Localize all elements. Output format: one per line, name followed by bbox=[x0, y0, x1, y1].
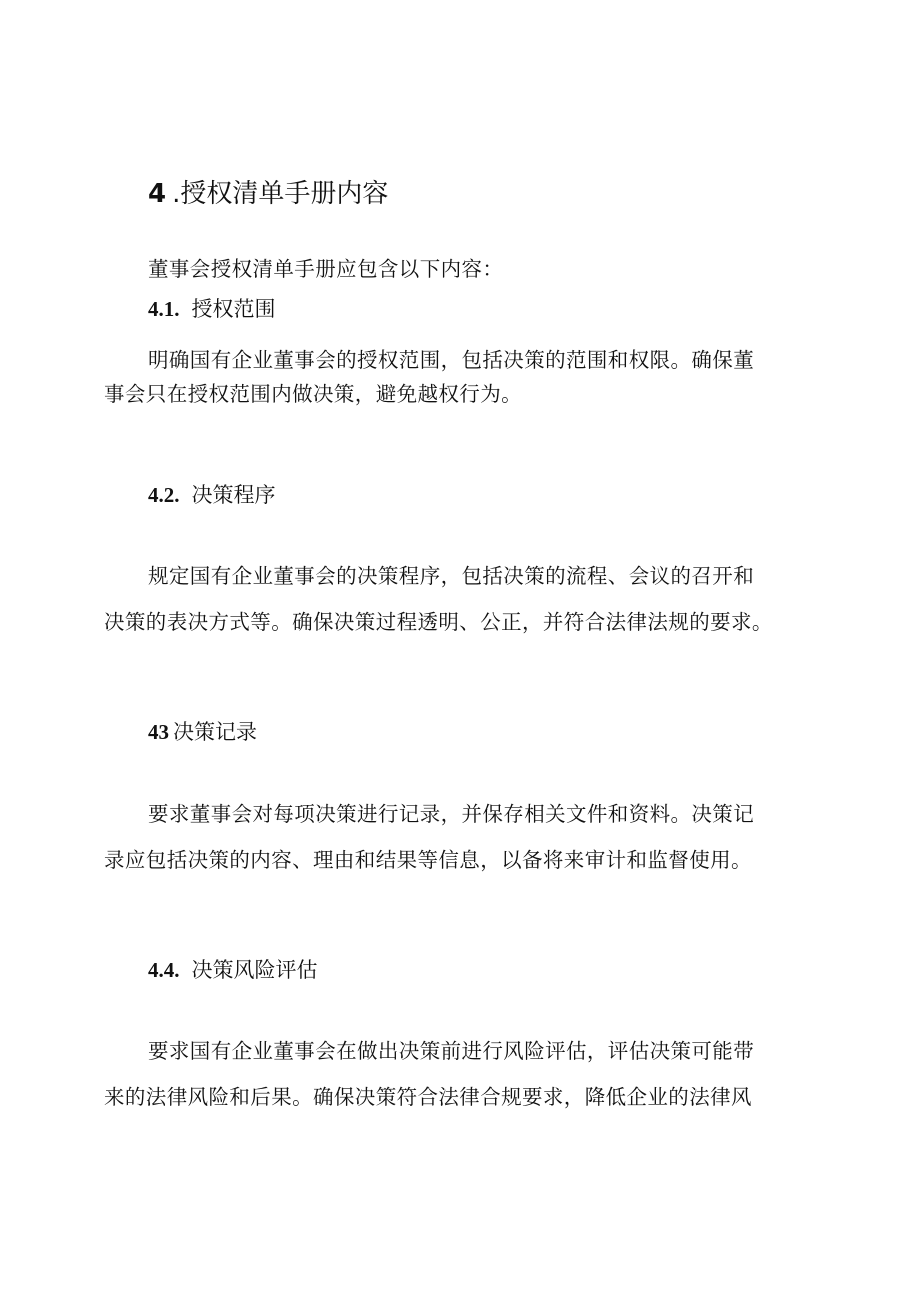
section-heading bbox=[148, 176, 388, 212]
paragraph-line: 事会只在授权范围内做决策，避免越权行为。 bbox=[104, 382, 522, 406]
paragraph-line: 录应包括决策的内容、理由和结果等信息，以备将来审计和监督使用。 bbox=[104, 848, 752, 872]
subsection-number: 43 bbox=[148, 720, 169, 744]
subsection-number: 4.2. bbox=[148, 483, 180, 507]
paragraph-line: 规定国有企业董事会的决策程序，包括决策的流程、会议的召开和 bbox=[148, 564, 755, 588]
subsection-title: 决策记录 bbox=[173, 720, 257, 744]
subsection-heading-4-1 bbox=[148, 294, 276, 324]
subsection-heading-4-3 bbox=[148, 717, 257, 747]
paragraph-line: 来的法律风险和后果。确保决策符合法律合规要求，降低企业的法律风 bbox=[104, 1085, 752, 1109]
paragraph-line: 决策的表决方式等。确保决策过程透明、公正，并符合法律法规的要求。 bbox=[104, 610, 773, 634]
subsection-title: 授权范围 bbox=[191, 297, 276, 321]
subsection-heading-4-2 bbox=[148, 480, 276, 510]
section-intro: 董事会授权清单手册应包含以下内容： bbox=[148, 257, 504, 281]
subsection-title: 决策程序 bbox=[191, 483, 276, 507]
subsection-title: 决策风险评估 bbox=[191, 958, 318, 982]
paragraph-line: 要求董事会对每项决策进行记录，并保存相关文件和资料。决策记 bbox=[148, 802, 755, 826]
subsection-paragraph-4-2 bbox=[104, 559, 824, 639]
section-title: .授权清单手册内容 bbox=[172, 179, 389, 209]
subsection-paragraph-4-4 bbox=[104, 1034, 824, 1114]
paragraph-line: 要求国有企业董事会在做出决策前进行风险评估，评估决策可能带 bbox=[148, 1039, 755, 1063]
subsection-heading-4-4 bbox=[148, 955, 318, 985]
section-intro-paragraph bbox=[104, 252, 824, 286]
subsection-number: 4.4. bbox=[148, 958, 180, 982]
subsection-number: 4.1. bbox=[148, 297, 180, 321]
subsection-paragraph-4-3 bbox=[104, 797, 824, 877]
subsection-paragraph-4-1 bbox=[104, 343, 824, 411]
section-number: 4 bbox=[148, 179, 167, 209]
paragraph-line: 明确国有企业董事会的授权范围，包括决策的范围和权限。确保董 bbox=[148, 348, 755, 372]
